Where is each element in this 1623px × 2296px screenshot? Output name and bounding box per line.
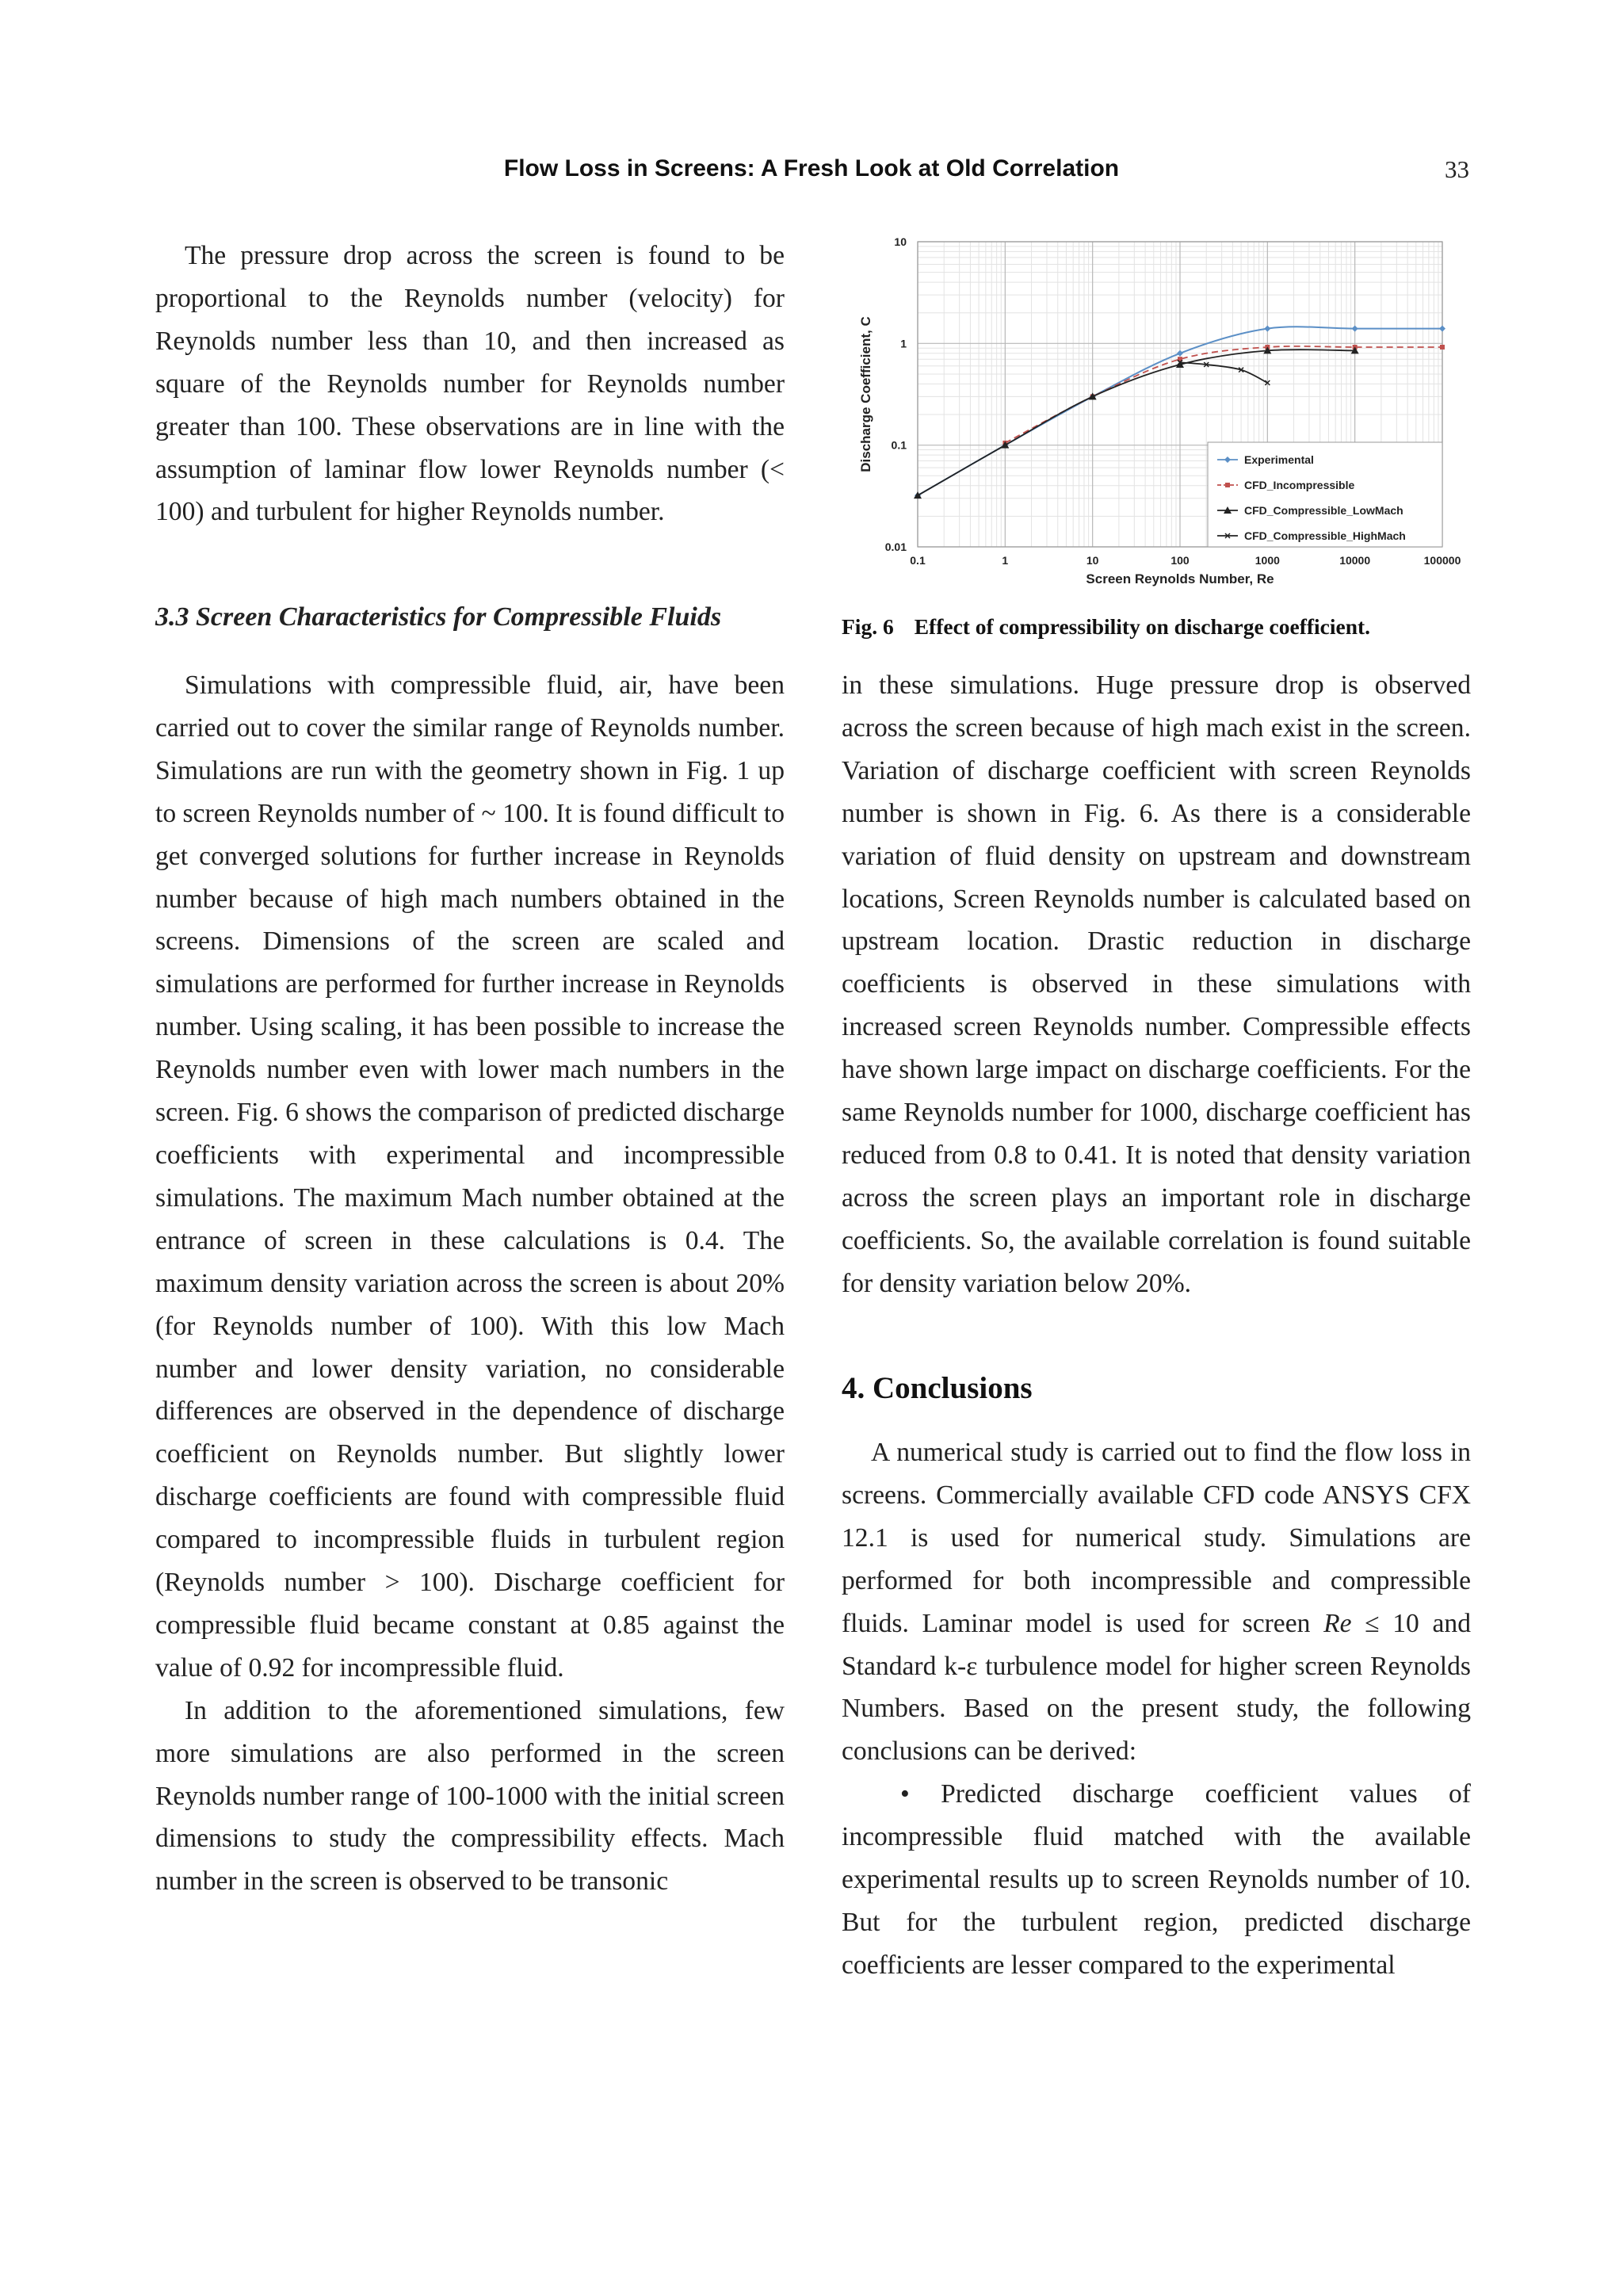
figure-6 — [842, 230, 1471, 643]
x-tick-label: 10000 — [1339, 554, 1371, 567]
figure-caption — [842, 611, 1471, 643]
x-tick-label: 100000 — [1423, 554, 1461, 567]
legend-label-cfd-incompressible: CFD_Incompressible — [1244, 479, 1355, 491]
y-tick-label: 10 — [894, 235, 907, 248]
x-tick-label: 0.1 — [910, 554, 926, 567]
discharge-coefficient-chart — [842, 230, 1471, 606]
x-tick-label: 10 — [1086, 554, 1099, 567]
running-title: Flow Loss in Screens: A Fresh Look at Old Correlation — [503, 155, 1120, 181]
left-column-subsection — [155, 596, 785, 639]
paragraph-transonic-continuation: in these simulations. Huge pressure drop is observed across the screen because of high mach exist in the screen. Variation of discharge coefficient with screen Reynolds number is shown in Fig. 6. As there is a considerable variation of fluid density on upstream and downstream locations, Screen Reynolds number is calculated based on upstream location. Drastic reduction in discharge coefficients is observed in these simulations with increased screen Reynolds number. Compressible effects have shown large impact on discharge coefficients. For the same Reynolds number for 1000, discharge coefficient has reduced from 0.8 to 0.41. It is noted that density variation across the screen plays an important role in discharge coefficients. So, the available correlation is found suitable for density variation below 20%. — [842, 670, 1471, 1298]
x-tick-label: 100 — [1170, 554, 1190, 567]
conclusions-text-b: ≤ 10 and Standard k-ε turbulence model for higher screen Reynolds Numbers. Based on the present study, the following conclusions can be derived: — [842, 1608, 1471, 1767]
y-tick-label: 1 — [900, 337, 907, 350]
bullet-icon: • — [900, 1779, 910, 1809]
paragraph-conclusions-intro — [842, 1431, 1471, 1773]
re-symbol: Re — [1323, 1608, 1352, 1638]
right-column-conclusions-body — [842, 1431, 1471, 1987]
right-column-conclusions — [842, 1366, 1471, 1411]
bullet-item — [842, 1773, 1471, 1987]
chart-svg — [842, 230, 1471, 606]
legend-label-cfd-compressible-highmach: CFD_Compressible_HighMach — [1244, 529, 1406, 542]
legend-marker-cfd-incompressible — [1225, 483, 1230, 487]
figure-caption-label: Fig. 6 — [842, 614, 894, 639]
section-title-conclusions: 4. Conclusions — [842, 1371, 1033, 1405]
x-tick-label: 1 — [1002, 554, 1009, 567]
legend-label-cfd-compressible-lowmach: CFD_Compressible_LowMach — [1244, 504, 1403, 517]
left-column-body — [155, 664, 785, 1903]
paragraph-additional-simulations: In addition to the aforementioned simulations, few more simulations are also performed in the screen Reynolds number range of 100-1000 with the initial screen dimensions to study the compressibility effects. Mach number in the screen is observed to be transonic — [155, 1695, 785, 1897]
legend-label-experimental: Experimental — [1244, 453, 1314, 466]
page-number: 33 — [1445, 155, 1469, 183]
paragraph-pressure-drop: The pressure drop across the screen is found to be proportional to the Reynolds number (velocity) for Reynolds number less than 10, and then increased as square of the Reynolds number for Reynolds number greater than 100. These observations are in line with the assumption of laminar flow lower Reynolds number (< 100) and turbulent for higher Reynolds number. — [155, 241, 785, 527]
conclusions-text-a: A numerical study is carried out to find the flow loss in screens. Commercially available CFD code ANSYS CFX 12.1 is used for numerical study. Simulations are performed for both incompressible and compressible fluids. Laminar model is used for screen — [842, 1438, 1471, 1638]
y-tick-label: 0.1 — [891, 438, 907, 452]
y-tick-label: 0.01 — [884, 541, 907, 553]
bullet-item-text: Predicted discharge coefficient values of incompressible fluid matched with the available experimental results up to screen Reynolds number of 10. But for the turbulent region, predicted discharge coefficients are lesser compared to the experimental — [842, 1779, 1471, 1980]
y-axis-label: Discharge Coefficient, C — [858, 316, 873, 472]
subsection-title: 3.3 Screen Characteristics for Compressible Fluids — [155, 602, 722, 632]
data-point-cfd-incompressible — [1440, 345, 1445, 350]
right-column-body — [842, 664, 1471, 1305]
x-axis-label: Screen Reynolds Number, Re — [1086, 571, 1274, 586]
paragraph-compressible-simulations: Simulations with compressible fluid, air, have been carried out to cover the similar range of Reynolds number. Simulations are run with the geometry shown in Fig. 1 up to screen Reynolds number of ~ 100. It is found difficult to get converged solutions for further increase in Reynolds number because of high mach numbers obtained in the screens. Dimensions of the screen are scaled and simulations are performed for further increase in Reynolds number. Using scaling, it has been possible to increase the Reynolds number even with lower mach numbers in the screen. Fig. 6 shows the comparison of predicted discharge coefficients with experimental and incompressible simulations. The maximum Mach number obtained at the entrance of screen in these calculations is 0.4. The maximum density variation across the screen is about 20% (for Reynolds number of 100). With this low Mach number and lower density variation, no considerable differences are observed in the dependence of discharge coefficient on Reynolds number. But slightly lower discharge coefficients are found with compressible fluid compared to incompressible fluids in turbulent region (Reynolds number > 100). Discharge coefficient for compressible fluid became constant at 0.85 against the value of 0.92 for incompressible fluid. — [155, 670, 785, 1683]
figure-caption-text: Effect of compressibility on discharge coefficient. — [914, 614, 1371, 639]
x-tick-label: 1000 — [1254, 554, 1280, 567]
left-column-top — [155, 235, 785, 533]
running-header — [0, 155, 1623, 187]
